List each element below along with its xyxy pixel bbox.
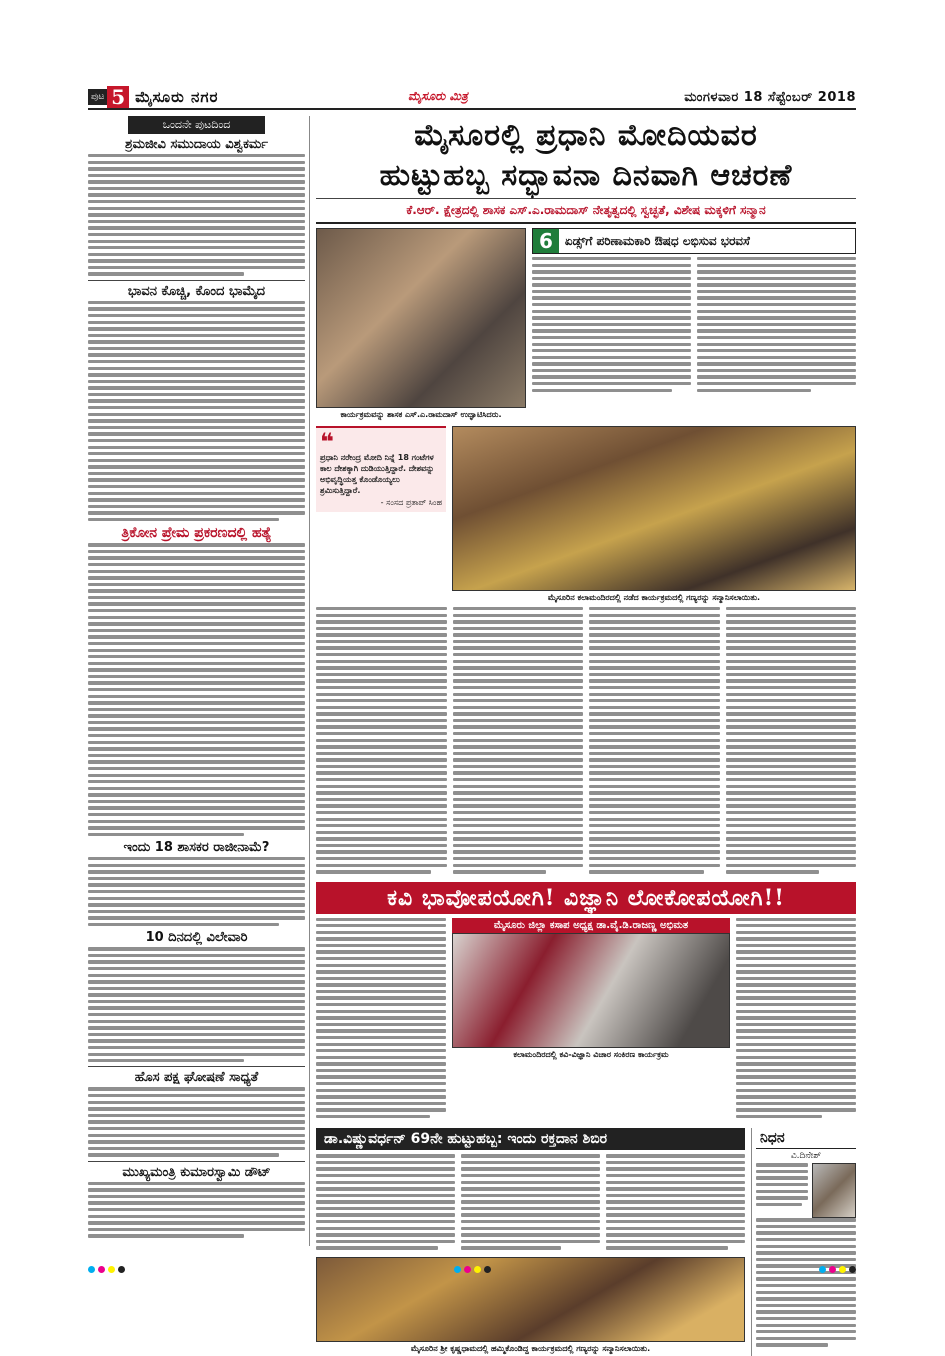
newspaper-page [88, 85, 856, 1353]
article-body [88, 1182, 305, 1238]
article-body [88, 1087, 305, 1156]
article-body [736, 918, 856, 1119]
article-body [606, 1154, 745, 1249]
masthead [88, 86, 856, 110]
lead-photo-2 [452, 426, 856, 591]
second-story-label: ಮೈಸೂರು ಜಿಲ್ಲಾ ಕಸಾಪ ಅಧ್ಯಕ್ಷ ಡಾ.ವೈ.ಡಿ.ರಾಜಣ್ಣ ಅಭಿಮತ [452, 918, 730, 933]
left-heading-6: ಹೊಸ ಪಕ್ಷ ಘೋಷಣೆ ಸಾಧ್ಯತೆ [88, 1066, 305, 1085]
left-heading-7: ಮುಖ್ಯಮಂತ್ರಿ ಕುಮಾರಸ್ವಾಮಿ ಡೌಟ್ [88, 1161, 305, 1180]
aids-story-headline: ಏಡ್ಸ್‌ಗೆ ಪರಿಣಾಮಕಾರಿ ಔಷಧ ಲಭಿಸುವ ಭರವಸೆ [564, 233, 750, 248]
second-story-photo [452, 933, 730, 1048]
obituary-box [751, 1128, 856, 1355]
obituary-photo [812, 1163, 856, 1218]
second-story-caption: ಕಲಾಮಂದಿರದಲ್ಲಿ ಕವಿ-ವಿಜ್ಞಾನಿ ವಿಚಾರ ಸಂಕಿರಣ ಕಾರ್ಯಕ್ರಮ [513, 1049, 669, 1059]
third-story-caption: ಮೈಸೂರಿನ ಶ್ರೀ ಕೃಷ್ಣಧಾಮದಲ್ಲಿ ಹಮ್ಮಿಕೊಂಡಿದ್ದ ಕಾರ್ಯಕ್ರಮದಲ್ಲಿ ಗಣ್ಯರನ್ನು ಸನ್ಮಾನಿಸಲಾಯಿತು. [410, 1343, 651, 1353]
article-body [316, 918, 446, 1119]
article-body [756, 1218, 856, 1346]
lead-headline-line1: ಮೈಸೂರಲ್ಲಿ ಪ್ರಧಾನಿ ಮೋದಿಯವರ [414, 118, 758, 153]
paper-logo: ಮೈಸೂರು ಮಿತ್ರ [408, 89, 468, 103]
left-heading-3: ತ್ರಿಕೋನ ಪ್ರೇಮ ಪ್ರಕರಣದಲ್ಲಿ ಹತ್ಯೆ [121, 525, 272, 542]
quote-text: ಪ್ರಧಾನಿ ನರೇಂದ್ರ ಮೋದಿ ನಿನ್ನೆ 18 ಗಂಟೆಗಳ ಕಾಲ ದೇಶಕ್ಕಾಗಿ ದುಡಿಯುತ್ತಿದ್ದಾರೆ. ದೇಶವನ್ನು ಅಭಿವೃದ್ಧಿಯತ್ತ ಕೊಂಡೊಯ್ಯಲು ಶ್ರಮಿಸುತ್ತಿದ್ದಾರೆ. [320, 453, 435, 495]
aids-story-number: 6 [533, 229, 559, 253]
left-heading-1: ಶ್ರಮಜೀವಿ ಸಮುದಾಯ ವಿಶ್ವಕರ್ಮ [124, 137, 269, 152]
lead-subhead: ಕೆ.ಆರ್. ಕ್ಷೇತ್ರದಲ್ಲಿ ಶಾಸಕ ಎಸ್.ಎ.ರಾಮದಾಸ್ ನೇತೃತ್ವದಲ್ಲಿ ಸ್ವಚ್ಛತೆ, ವಿಶೇಷ ಮಕ್ಕಳಿಗೆ ಸನ್ಮಾನ [316, 199, 856, 224]
article-body [756, 1163, 808, 1214]
quote-attribution: - ಸಂಸದ ಪ್ರತಾಪ್ ಸಿಂಹ [380, 498, 442, 507]
lead-photo-2-caption: ಮೈಸೂರಿನ ಕಲಾಮಂದಿರದಲ್ಲಿ ನಡೆದ ಕಾರ್ಯಕ್ರಮದಲ್ಲಿ ಗಣ್ಯರನ್ನು ಸನ್ಮಾನಿಸಲಾಯಿತು. [547, 593, 761, 602]
registration-marks-left [88, 1266, 125, 1273]
third-story-headline: ಡಾ.ವಿಷ್ಣುವರ್ಧನ್ 69ನೇ ಹುಟ್ಟುಹಬ್ಬ: ಇಂದು ರಕ್ತದಾನ ಶಿಬಿರ [316, 1128, 745, 1150]
continued-label: ಒಂದನೇ ಪುಟದಿಂದ [128, 116, 265, 134]
left-heading-2: ಭಾವನ ಕೊಚ್ಚಿ, ಕೊಂದ ಭಾಮೈದ [88, 280, 305, 299]
page-number: 5 [107, 86, 129, 108]
left-heading-4: ಇಂದು 18 ಶಾಸಕರ ರಾಜೀನಾಮೆ? [123, 840, 270, 856]
section-name: ಮೈಸೂರು ನಗರ [135, 88, 219, 106]
left-column [88, 116, 310, 1246]
article-body [697, 257, 856, 392]
obituary-name: ವಿ.ದಿನೇಶ್ [790, 1151, 822, 1162]
registration-marks-center [454, 1266, 491, 1273]
lead-photo-1 [316, 228, 526, 408]
dateline: ಮಂಗಳವಾರ 18 ಸೆಪ್ಟೆಂಬರ್ 2018 [684, 90, 856, 105]
article-body [88, 543, 305, 836]
article-body [589, 607, 720, 874]
quote-mark-icon: ❝ [320, 428, 335, 456]
article-body [461, 1154, 600, 1249]
page-label: ಪುಟ [88, 89, 107, 105]
article-body [88, 301, 305, 521]
obituary-title: ನಿಧನ [756, 1128, 856, 1149]
article-body [453, 607, 584, 874]
article-body [532, 257, 691, 392]
lead-headline-line2: ಹುಟ್ಟುಹಬ್ಬ ಸದ್ಭಾವನಾ ದಿನವಾಗಿ ಆಚರಣೆ [379, 158, 793, 193]
lead-photo-1-caption: ಕಾರ್ಯಕ್ರಮವನ್ನು ಶಾಸಕ ಎಸ್.ಎ.ರಾಮದಾಸ್ ಉದ್ಘಾಟಿಸಿದರು. [340, 410, 502, 419]
article-body [88, 857, 305, 926]
second-story-banner: ಕವಿ ಭಾವೋಪಯೋಗಿ! ವಿಜ್ಞಾನಿ ಲೋಕೋಪಯೋಗಿ!! [316, 882, 856, 914]
article-body [88, 154, 305, 276]
article-body [316, 1154, 455, 1249]
aids-story-head [532, 228, 856, 254]
article-body [316, 607, 447, 874]
lead-headline [316, 116, 856, 199]
left-heading-5: 10 ದಿನದಲ್ಲಿ ವಿಲೇವಾರಿ [145, 930, 248, 946]
article-body [88, 947, 305, 1062]
print-registration-bar [88, 1266, 856, 1273]
pullquote [316, 426, 446, 512]
main-area [316, 116, 856, 1353]
registration-marks-right [819, 1266, 856, 1273]
article-body [726, 607, 857, 874]
